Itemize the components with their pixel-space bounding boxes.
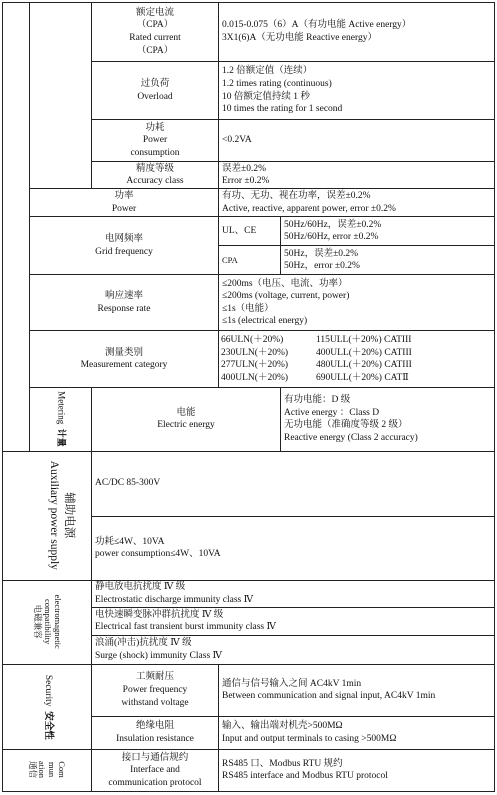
insulation-label: 绝缘电阻 Insulation resistance [92,716,219,749]
spec-table [2,2,495,792]
row-measurement-category [3,331,495,388]
aux-supply-value: AC/DC 85-300V [92,451,495,516]
power-consumption-label: 功耗 Power consumption [92,120,219,162]
aux-consumption-value: 功耗≤4W、10VA power consumption≤4W、10VA [92,516,495,580]
row-security-power-frequency [3,664,495,716]
aux-power-section-label: 辅助电源 Auxiliary power supply [3,451,92,580]
grid-frequency-ul-ce-label: UL、CE [219,217,281,246]
row-metering [3,388,495,451]
interface-protocol-value: RS485 口、Modbus RTU 规约 RS485 interface and Modbus RTU protocol [219,749,495,791]
overload-value: 1.2 倍额定值（连续） 1.2 times rating (continuous) 10 倍额定值持续 1 秒 10 times the rating for 1 second [219,62,495,120]
response-rate-value: ≤200ms（电压、电流、功率） ≤200ms (voltage, current, power) ≤1s（电能） ≤1s (electrical energy) [219,275,495,331]
section-cell-inner [30,3,92,189]
grid-frequency-cpa-value: 50Hz，误差±0.2% 50Hz，error ±0.2% [281,246,495,275]
rated-current-value: 0.015-0.075（6）A（有功电能 Active energy） 3X1(6)A（无功电能 Reactive energy） [219,3,495,62]
rated-current-label: 额定电流 （CPA） Rated current （CPA） [92,3,219,62]
grid-frequency-ul-ce-value: 50Hz/60Hz，误差±0.2% 50Hz/60Hz, error ±0.2% [281,217,495,246]
measurement-category-value: 66ULN(＋20%) 230ULN(＋20%) 277ULN(＋20%) 400ULN(＋20%) 115ULL(＋20%) CATIII 400ULL(＋20%) CATIII 480ULL(＋20%) CATIII 690ULL(＋20%) CATⅡ [219,331,495,388]
section-cell-measurement [3,3,30,452]
power-consumption-value: <0.2VA [219,120,495,162]
electric-energy-label: 电能 Electric energy [92,388,281,451]
measurement-category-label: 测量类别 Measurement category [30,331,219,388]
row-power [3,189,495,217]
row-response-rate [3,275,495,331]
row-communication [3,749,495,791]
communication-section-label: Com mun ation 通信 [3,749,92,791]
emc-section-label: electromagnetic compatibility 电磁兼容 [3,580,92,664]
power-frequency-value: 通信与信号输入之间 AC4kV 1min Between communication and signal input, AC4kV 1min [219,664,495,716]
emc-eft-value: 电快速瞬变脉冲群抗扰度 Ⅳ 级 Electrical fast transient burst immunity class Ⅳ [92,607,495,635]
row-grid-frequency-ul-ce [3,217,495,246]
row-emc-esd [3,580,495,607]
insulation-value: 输入、输出端对机壳>500MΩ Input and output terminals to casing >500MΩ [219,716,495,749]
row-aux-supply [3,451,495,516]
power-label: 功率 Power [30,189,219,217]
accuracy-class-value: 误差±0.2% Error ±0.2% [219,162,495,189]
power-value: 有功、无功、视在功率，误差±0.2% Active, reactive, apparent power, error ±0.2% [219,189,495,217]
interface-protocol-label: 接口与通信规约 Interface and communication protocol [92,749,219,791]
electric-energy-value: 有功电能：D 级 Active energy ：Class D 无功电能（准确度等级 2 级） Reactive energy (Class 2 accuracy) [281,388,495,451]
emc-surge-value: 浪涌(冲击)抗扰度 Ⅳ 级 Surge (shock) immunity Class Ⅳ [92,635,495,664]
metering-section-label: Metering 计量 [30,388,92,451]
accuracy-class-label: 精度等级 Accuracy class [92,162,219,189]
overload-label: 过负荷 Overload [92,62,219,120]
grid-frequency-label: 电网频率 Grid frequency [30,217,219,275]
power-frequency-label: 工频耐压 Power frequency withstand voltage [92,664,219,716]
grid-frequency-cpa-label: CPA [219,246,281,275]
security-section-label: Security 安全性 [3,664,92,749]
emc-esd-value: 静电放电抗扰度 Ⅳ 级 Electrostatic discharge immunity class Ⅳ [92,580,495,607]
row-rated-current [3,3,495,62]
response-rate-label: 响应速率 Response rate [30,275,219,331]
